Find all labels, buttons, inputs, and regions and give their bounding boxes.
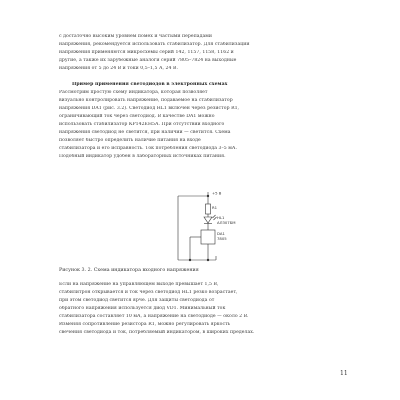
page-number: 11 — [340, 370, 348, 377]
paragraph-1-line: напряжения от 5 до 24 В и токи 0,5–1,5 А, 24 В. — [59, 66, 178, 71]
paragraph-3-line: стабилитрон открывается и ток через светодиод HL1 резко возрастает, — [59, 290, 238, 295]
paragraph-3-line: Если на напряжение на управляющем выходе превышает 1,5 В, — [59, 282, 219, 287]
supply-label: +5 В — [212, 190, 222, 196]
paragraph-2-line: ограничивающий ток через светодиод. В качестве DA1 можно — [59, 114, 215, 119]
paragraph-2-line: Рассмотрим простую схему индикатора, которая позволяет — [59, 90, 208, 95]
paragraph-2-line: напряжения DA1 (рис. 3.2). Светодиод HL1 включён через резистор R1, — [59, 106, 240, 111]
paragraph-2-line: позволяет быстро определить наличие питания на входе — [59, 138, 201, 143]
paragraph-2-line: стабилизатора и его исправность. Ток потребления светодиода 3–5 мА. — [59, 146, 237, 151]
indicator-circuit-diagram — [168, 190, 238, 262]
paragraph-1-line: с достаточно высоким уровнем помех и частыми перепадами — [59, 34, 212, 39]
paragraph-2-line: визуально контролировать напряжение, подаваемое на стабилизатор — [59, 98, 233, 103]
paragraph-3-line: стабилизатора составляет 10 мА, а напряжение на светодиоде — около 2 В. — [59, 314, 249, 319]
paragraph-1-line: напряжения, рекомендуется использовать стабилизатор. Для стабилизации — [59, 42, 250, 47]
resistor-label: R1 — [212, 205, 218, 210]
paragraph-1-line: напряжения применяются микросхемы серий 142, 1157, 1158, 1162 и — [59, 50, 234, 55]
paragraph-2-line: использовать стабилизатор КР142ЕН5А. При отсутствии входного — [59, 122, 225, 127]
ic-label: DA1 — [217, 231, 225, 236]
led-part-label: АЛ307БМ — [217, 220, 236, 225]
paragraph-1-line: другие, а также их зарубежные аналоги серий 7805–7824 на выходные — [59, 58, 237, 63]
example-heading: Пример применения светодиодов в электронных схемах — [72, 82, 228, 87]
paragraph-3-line: обратного напряжения используется диод VD1. Минимальный ток — [59, 306, 226, 311]
paragraph-3-line: Изменяя сопротивление резистора R1, можно регулировать яркость — [59, 322, 231, 327]
ic-part-label: 7805 — [217, 236, 227, 241]
paragraph-2-line: напряжения светодиод не светится, при наличии — светится. Схема — [59, 130, 231, 135]
paragraph-3-line: свечения светодиода и ток, потребляемый индикатором, в широких пределах. — [59, 330, 255, 335]
led-label: HL1 — [217, 215, 225, 220]
paragraph-2-line: Подобный индикатор удобен в лабораторных источниках питания. — [59, 154, 226, 159]
figure-caption: Рисунок 3. 2. Схема индикатора входного напряжения — [59, 268, 199, 273]
paragraph-3-line: при этом светодиод светится ярче. Для защиты светодиода от — [59, 298, 215, 303]
